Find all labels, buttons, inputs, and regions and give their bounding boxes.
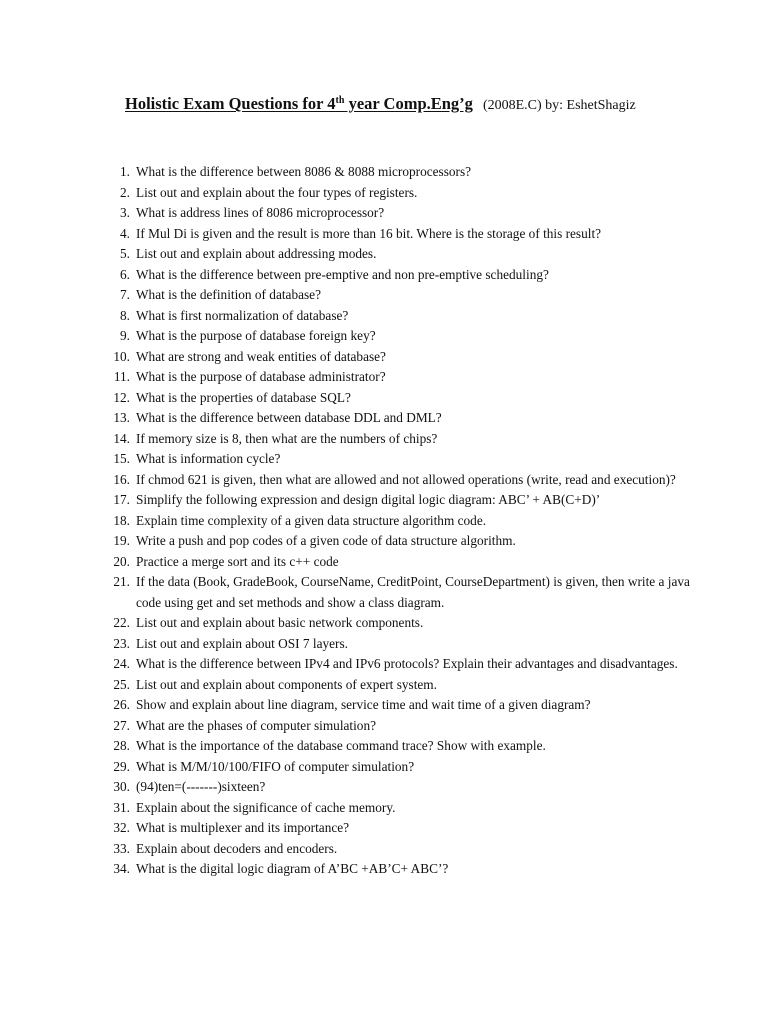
question-text: If Mul Di is given and the result is more than 16 bit. Where is the storage of this result? <box>136 225 602 241</box>
question-text: What is information cycle? <box>136 451 281 466</box>
question-item <box>100 654 690 675</box>
question-item <box>100 367 690 388</box>
question-number: 10. <box>113 348 130 364</box>
question-text: List out and explain about basic network components. <box>136 615 424 630</box>
question-number: 12. <box>113 389 130 405</box>
question-number: 32. <box>113 820 130 835</box>
question-item <box>100 572 690 613</box>
question-item <box>100 511 690 532</box>
question-item <box>100 162 690 183</box>
question-number: 22. <box>113 615 130 630</box>
question-number: 27. <box>113 717 130 733</box>
question-text: What is first normalization of database? <box>136 307 349 323</box>
question-number: 3. <box>120 205 130 220</box>
question-item <box>100 777 690 798</box>
question-text: If memory size is 8, then what are the numbers of chips? <box>136 430 438 446</box>
title-suffix: year Comp.Eng’g <box>344 94 473 113</box>
question-number: 30. <box>113 779 130 794</box>
document-title <box>125 94 473 113</box>
question-text: What is address lines of 8086 microprocessor? <box>136 205 385 220</box>
question-item <box>100 613 690 634</box>
question-text: What is the difference between pre-emptive and non pre-emptive scheduling? <box>136 266 549 282</box>
question-number: 29. <box>113 758 130 774</box>
question-text: Explain time complexity of a given data structure algorithm code. <box>136 512 487 528</box>
question-item <box>100 798 690 819</box>
question-text: List out and explain about OSI 7 layers. <box>136 635 348 651</box>
question-text: What is the properties of database SQL? <box>136 389 351 405</box>
question-text: What is the purpose of database administrator? <box>136 369 386 384</box>
question-item <box>100 859 690 880</box>
question-number: 23. <box>113 635 130 651</box>
question-item <box>100 675 690 696</box>
question-number: 20. <box>113 553 130 569</box>
question-item <box>100 244 690 265</box>
question-item <box>100 326 690 347</box>
question-text: What is multiplexer and its importance? <box>136 820 350 835</box>
question-number: 33. <box>113 840 130 856</box>
question-item <box>100 224 690 245</box>
question-text: Write a push and pop codes of a given code of data structure algorithm. <box>136 533 516 548</box>
question-item <box>100 531 690 552</box>
question-item <box>100 634 690 655</box>
question-text: Show and explain about line diagram, service time and wait time of a given diagram? <box>136 697 591 712</box>
question-number: 8. <box>120 307 130 323</box>
question-text: What is M/M/10/100/FIFO of computer simulation? <box>136 758 415 774</box>
question-item <box>100 203 690 224</box>
question-number: 9. <box>120 328 130 343</box>
document-meta: (2008E.C) by: EshetShagiz <box>482 98 636 113</box>
question-number: 18. <box>113 512 130 528</box>
question-number: 11. <box>113 369 130 384</box>
question-item <box>100 306 690 327</box>
question-text: List out and explain about addressing modes. <box>136 246 377 261</box>
question-number: 6. <box>120 266 130 282</box>
question-item <box>100 183 690 204</box>
question-text: (94)ten=(-------)sixteen? <box>136 779 266 794</box>
question-item <box>100 552 690 573</box>
question-item <box>100 265 690 286</box>
question-text: List out and explain about components of expert system. <box>136 676 437 692</box>
question-item <box>100 408 690 429</box>
question-text: Practice a merge sort and its c++ code <box>136 553 339 569</box>
question-text: What is the definition of database? <box>136 287 321 302</box>
question-number: 16. <box>113 471 130 487</box>
question-text: What is the difference between IPv4 and IPv6 protocols? Explain their advantages and disadvantages. <box>136 656 678 671</box>
question-item <box>100 470 690 491</box>
question-item <box>100 757 690 778</box>
question-number: 1. <box>120 164 130 179</box>
question-item <box>100 736 690 757</box>
question-number: 17. <box>113 492 130 507</box>
title-superscript: th <box>335 95 345 106</box>
question-number: 2. <box>120 184 130 200</box>
question-text: What is the digital logic diagram of A’BC +AB’C+ ABC’? <box>136 861 449 876</box>
question-item <box>100 490 690 511</box>
document-header <box>125 94 636 116</box>
question-text: If chmod 621 is given, then what are allowed and not allowed operations (write, read and execution)? <box>136 471 676 487</box>
question-text: What is the purpose of database foreign key? <box>136 328 376 343</box>
question-item <box>100 716 690 737</box>
question-item <box>100 347 690 368</box>
question-number: 4. <box>120 225 130 241</box>
question-text: Simplify the following expression and design digital logic diagram: ABC’ + AB(C+D)’ <box>136 492 601 507</box>
question-item <box>100 695 690 716</box>
question-item <box>100 429 690 450</box>
question-item <box>100 449 690 470</box>
question-text: If the data (Book, GradeBook, CourseName, CreditPoint, CourseDepartment) is given, then write a java code using get and set methods and show a class diagram. <box>136 574 690 610</box>
question-text: List out and explain about the four types of registers. <box>136 184 418 200</box>
question-text: What is the difference between database DDL and DML? <box>136 410 442 425</box>
question-text: What are the phases of computer simulation? <box>136 717 376 733</box>
question-text: What is the difference between 8086 & 8088 microprocessors? <box>136 164 472 179</box>
question-number: 19. <box>113 533 130 548</box>
question-item <box>100 839 690 860</box>
question-number: 34. <box>113 861 130 876</box>
question-number: 26. <box>113 697 130 712</box>
question-text: Explain about the significance of cache memory. <box>136 799 396 815</box>
question-list <box>100 162 690 880</box>
question-number: 25. <box>113 676 130 692</box>
question-number: 5. <box>120 246 130 261</box>
question-number: 31. <box>113 799 130 815</box>
title-prefix: Holistic Exam Questions for 4 <box>125 94 336 113</box>
question-item <box>100 285 690 306</box>
question-number: 24. <box>113 656 130 671</box>
question-number: 14. <box>113 430 130 446</box>
question-number: 21. <box>113 574 130 589</box>
question-text: Explain about decoders and encoders. <box>136 840 338 856</box>
question-number: 15. <box>113 451 130 466</box>
question-number: 28. <box>113 738 130 753</box>
question-number: 7. <box>120 287 130 302</box>
question-text: What are strong and weak entities of database? <box>136 348 386 364</box>
question-item <box>100 388 690 409</box>
question-number: 13. <box>113 410 130 425</box>
question-text: What is the importance of the database command trace? Show with example. <box>136 738 546 753</box>
question-item <box>100 818 690 839</box>
